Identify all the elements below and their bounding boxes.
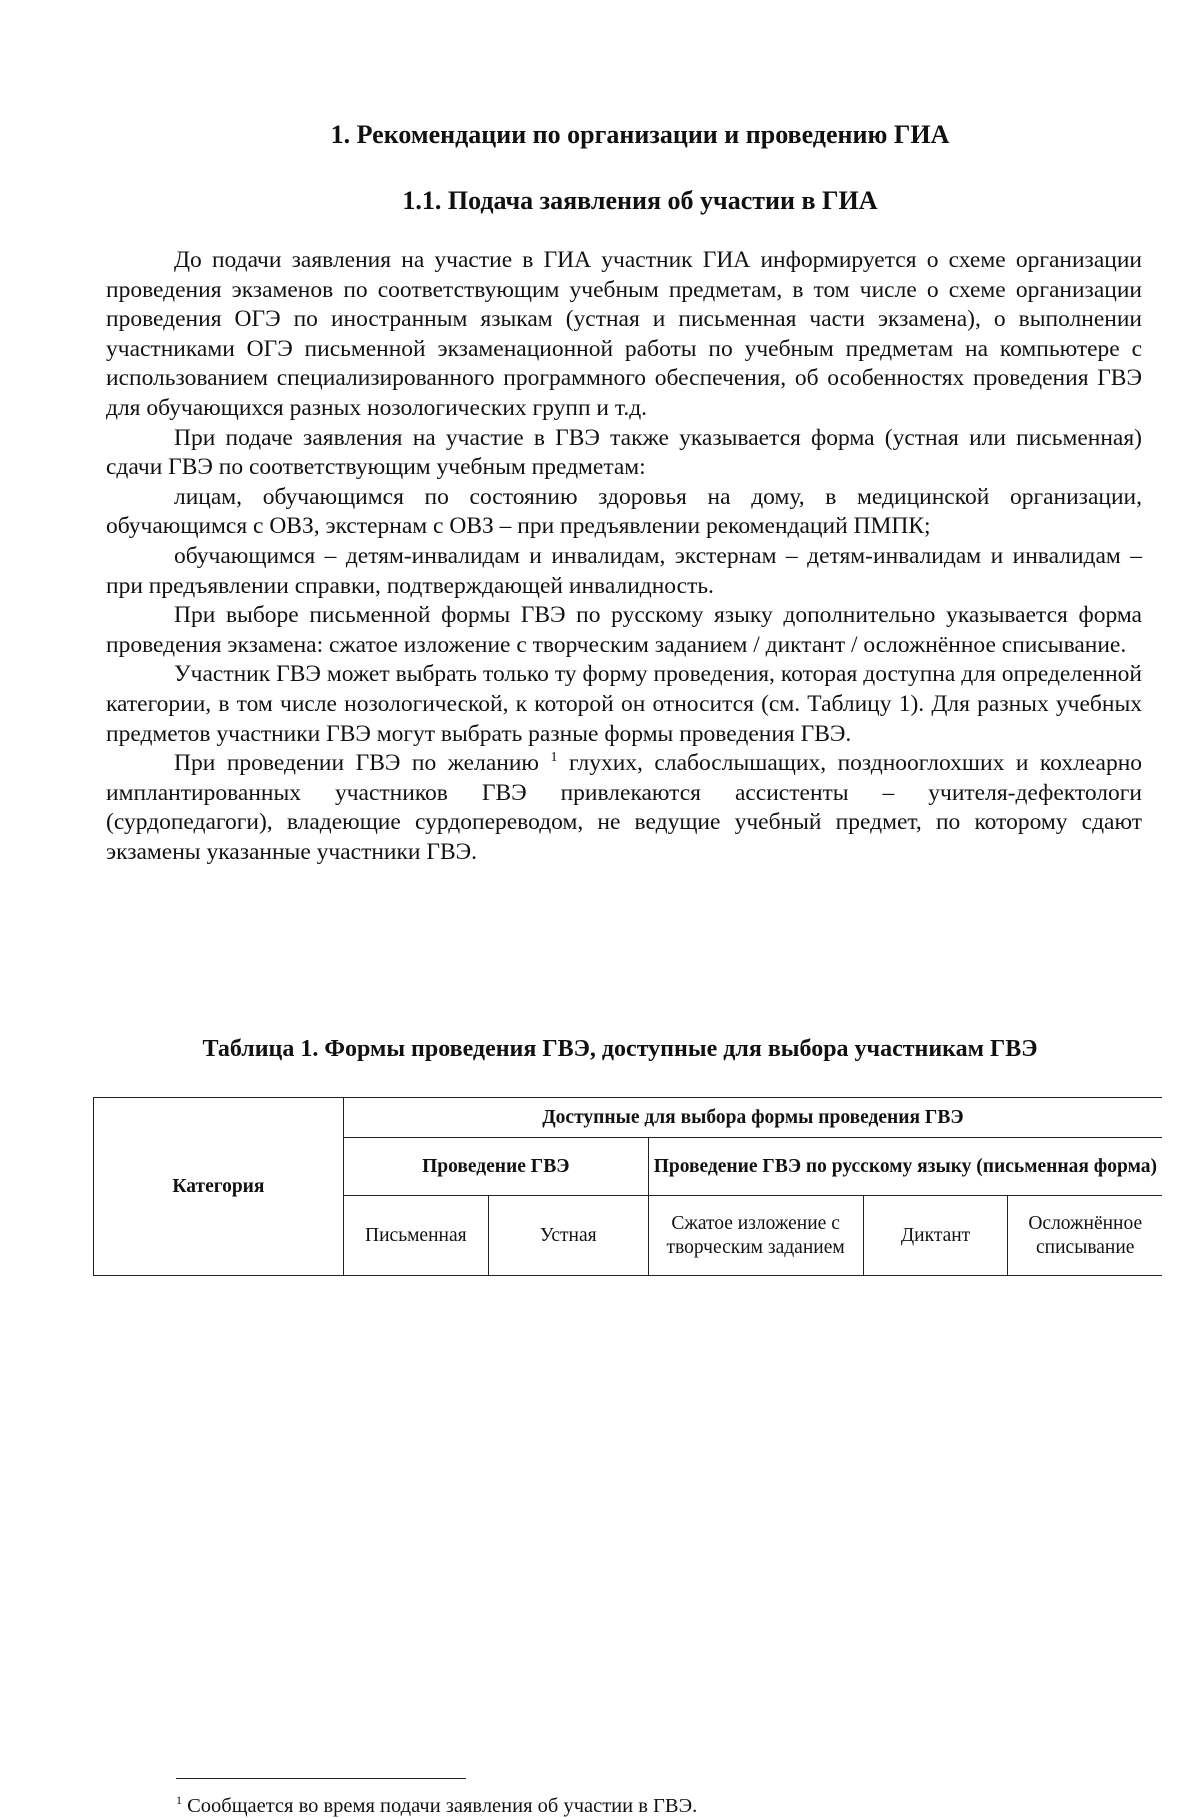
paragraph-start: При проведении ГВЭ по желанию xyxy=(174,750,539,777)
section-title: 1. Рекомендации по организации и проведению ГИА xyxy=(330,120,950,149)
paragraph: При подаче заявления на участие в ГВЭ также указывается форма (устная или письменная) сдачи ГВЭ по соответствующим учебным предметам: xyxy=(106,424,1142,481)
paragraph: обучающимся – детям-инвалидам и инвалидам, экстернам – детям-инвалидам и инвалидам – при предъявлении справки, подтверждающей инвалидность. xyxy=(106,542,1142,599)
paragraph-rest: глухих, слабослышащих, позднооглохших и кохлеарно имплантированных участников ГВЭ привлекаются ассистенты – учителя-дефектологи (сурдопедагоги), владеющие сурдопереводом, не ведущие учебный предмет, по которому сдают экзамены указанные участники ГВЭ. xyxy=(106,750,1143,865)
body-text xyxy=(106,246,1142,867)
footnote-separator xyxy=(176,1778,466,1779)
header-available-forms: Доступные для выбора формы проведения ГВЭ xyxy=(343,1098,1162,1138)
subsection-title: 1.1. Подача заявления об участии в ГИА xyxy=(402,186,878,215)
forms-table xyxy=(93,1097,1162,1276)
header-category: Категория xyxy=(94,1098,344,1276)
footnote-mark: 1 xyxy=(176,1793,182,1808)
paragraph: До подачи заявления на участие в ГИА участник ГИА информируется о схеме организации проведения экзаменов по соответствующим учебным предметам, в том числе о схеме организации проведения ОГЭ по иностранным языкам (устная и письменная части экзамена), о выполнении участниками ОГЭ письменной экзаменационной работы по учебным предметам на компьютере с использованием специализированного программного обеспечения, об особенностях проведения ГВЭ для обучающихся разных нозологических групп и т.д. xyxy=(106,247,1142,421)
paragraph: При выборе письменной формы ГВЭ по русскому языку дополнительно указывается форма проведения экзамена: сжатое изложение с творческим заданием / диктант / осложнённое списывание. xyxy=(106,602,1142,658)
table-caption: Таблица 1. Формы проведения ГВЭ, доступные для выбора участникам ГВЭ xyxy=(202,1036,1038,1062)
footnote-ref: 1 xyxy=(550,750,558,766)
paragraph-assistants xyxy=(106,749,1142,867)
header-group-general: Проведение ГВЭ xyxy=(343,1138,648,1196)
footnote-text: Сообщается во время подачи заявления об участии в ГВЭ. xyxy=(187,1795,698,1817)
col-written: Письменная xyxy=(343,1196,488,1276)
col-dictation: Диктант xyxy=(863,1196,1008,1276)
footnote xyxy=(176,1795,697,1818)
paragraph: Участник ГВЭ может выбрать только ту форму проведения, которая доступна для определенной категории, в том числе нозологической, к которой он относится (см. Таблицу 1). Для разных учебных предметов участники ГВЭ могут выбрать разные формы проведения ГВЭ. xyxy=(106,661,1142,747)
col-copying: Осложнённое списывание xyxy=(1008,1196,1162,1276)
paragraph: лицам, обучающимся по состоянию здоровья на дому, в медицинской организации, обучающимся с ОВЗ, экстернам с ОВЗ – при предъявлении рекомендаций ПМПК; xyxy=(106,483,1142,540)
col-summary: Сжатое изложение с творческим заданием xyxy=(648,1196,863,1276)
col-oral: Устная xyxy=(488,1196,648,1276)
header-group-russian: Проведение ГВЭ по русскому языку (письменная форма) xyxy=(648,1138,1162,1196)
